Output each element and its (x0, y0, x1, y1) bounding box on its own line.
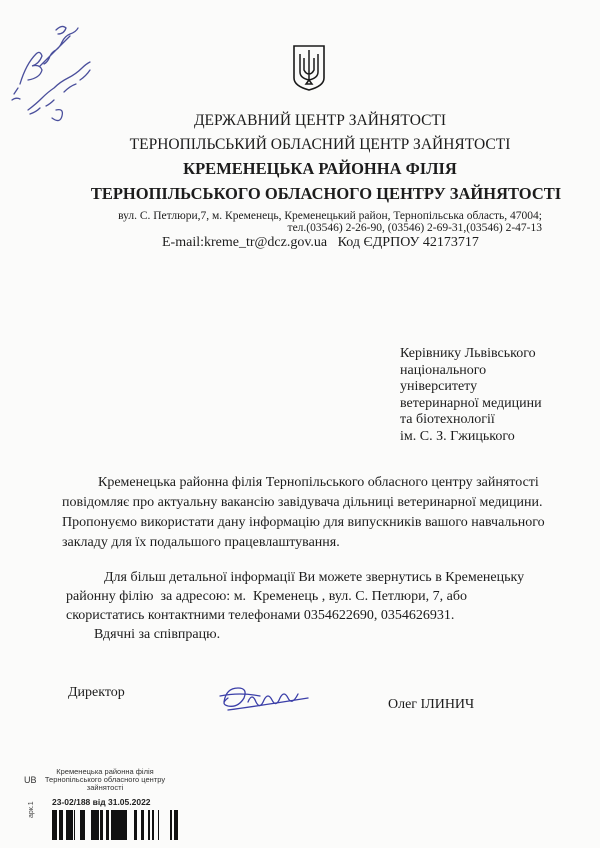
header-regional-center: ТЕРНОПІЛЬСЬКИЙ ОБЛАСНИЙ ЦЕНТР ЗАЙНЯТОСТІ (129, 136, 511, 153)
stamp-org-line: зайнятості (86, 783, 124, 792)
recipient-line: Керівнику Львівського (400, 346, 536, 361)
recipient-line: ім. С. З. Гжицького (400, 428, 515, 444)
handwritten-resolution-note (6, 14, 102, 124)
recipient-line: та біотехнології (400, 412, 495, 427)
coat-of-arms-icon (292, 44, 326, 92)
header-district-branch: КРЕМЕНЕЦЬКА РАЙОННА ФІЛІЯ (183, 159, 457, 178)
body-line: районну філію за адресою: м. Кременець , вул. С. Петлюри, 7, або (66, 589, 467, 604)
body-closing: Вдячні за співпрацю. (94, 627, 221, 642)
header-address: вул. С. Петлюри,7, м. Кременець, Кременецький район, Тернопільська область, 47004; (118, 210, 542, 222)
handwritten-signature (218, 680, 314, 716)
header-state-center: ДЕРЖАВНИЙ ЦЕНТР ЗАЙНЯТОСТІ (193, 112, 447, 129)
recipient-line: ветеринарної медицини (400, 395, 542, 411)
body-line: повідомляє про актуальну вакансію завідувача дільниці ветеринарної медицини. (62, 495, 543, 510)
header-district-branch-of: ТЕРНОПІЛЬСЬКОГО ОБЛАСНОГО ЦЕНТРУ ЗАЙНЯТОСТІ (90, 184, 562, 203)
stamp-ub-label: UB (24, 775, 37, 785)
body-line: скористатись контактними телефонами 0354622690, 0354626931. (66, 608, 455, 623)
stamp-registration-number: 23-02/188 від 31.05.2022 (52, 797, 151, 807)
recipient-line: національного (400, 362, 487, 378)
director-title: Директор (68, 685, 125, 700)
director-name: Олег ІЛИНИЧ (388, 697, 475, 712)
barcode-icon (52, 810, 178, 840)
header-email-edrpou: E-mail:kreme_tr@dcz.gov.ua Код ЄДРПОУ 42173717 (162, 235, 479, 250)
recipient-line: університету (400, 379, 478, 394)
stamp-org-line: Тернопільського обласного центру (44, 775, 166, 784)
body-line: закладу для їх подальшого працевлаштування. (62, 535, 340, 550)
body-line: Пропонуємо використати дану інформацію для випускників вашого навчального (62, 515, 545, 530)
recipient-block (400, 346, 542, 445)
body-line: Для більш детальної інформації Ви можете звернутись в Кременецьку (104, 570, 525, 585)
stamp-org-line: Кременецька районна філія (56, 767, 154, 776)
sheet-number: арк.1 (28, 801, 35, 818)
header-phones: тел.(03546) 2-26-90, (03546) 2-69-31,(03546) 2-47-13 (287, 222, 542, 234)
body-line: Кременецька районна філія Тернопільського обласного центру зайнятості (98, 475, 539, 490)
